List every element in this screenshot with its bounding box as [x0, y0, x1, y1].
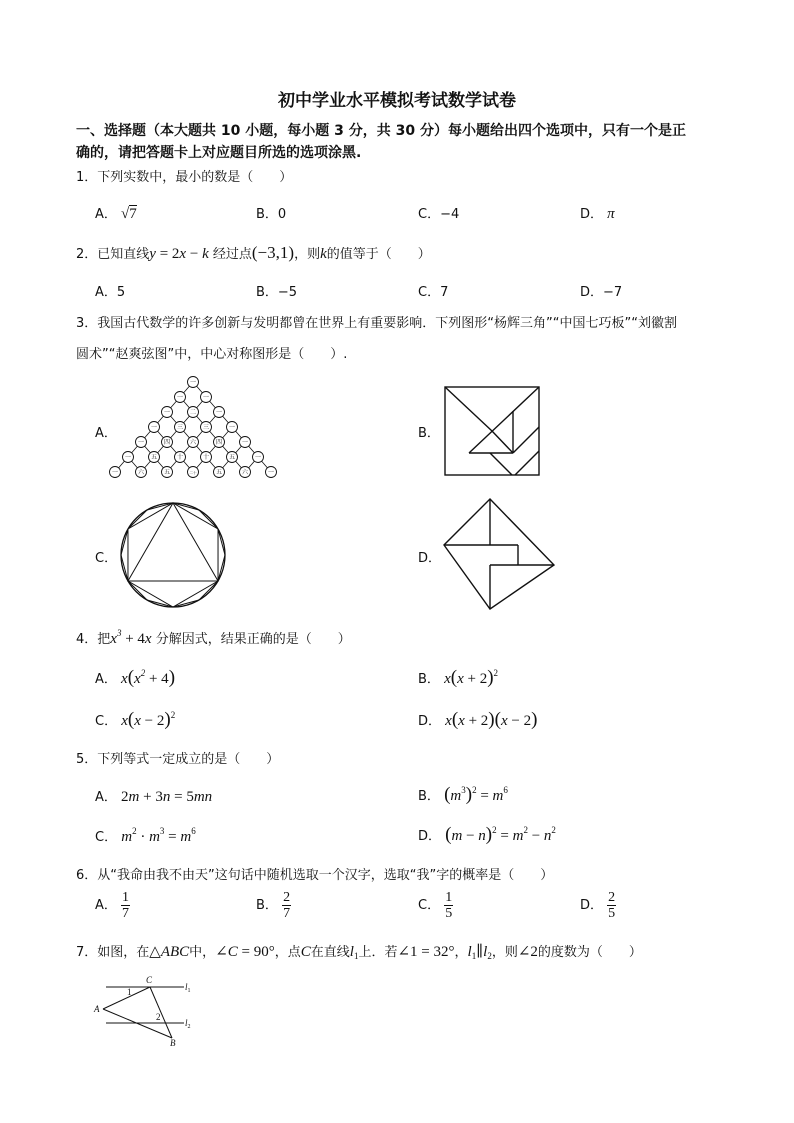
- q7-label-l2: [185, 1018, 191, 1030]
- q7-label-a: A: [94, 1004, 100, 1014]
- yanghui-triangle-figure: [111, 374, 275, 484]
- q7-p3: ，点: [274, 945, 301, 960]
- question-1-text: 1．下列实数中，最小的数是（ ）: [76, 170, 293, 185]
- yanghui-node-label: 五: [163, 469, 171, 477]
- q5-option-a: [95, 786, 212, 806]
- yanghui-node-label: 一: [254, 454, 262, 462]
- q2-eq-k: k: [202, 246, 209, 262]
- q7-angle-1: ∠1 = 32°: [397, 944, 455, 960]
- yanghui-node-label: 一: [189, 379, 197, 387]
- q5-option-c-label: C．: [95, 830, 118, 845]
- q1-option-a: [95, 203, 137, 223]
- q6-d-num: 2: [608, 890, 616, 905]
- q7-p4: 在直线: [310, 945, 350, 960]
- q2-option-c: C．7: [418, 285, 449, 300]
- q1-option-d-label: D．: [580, 207, 604, 222]
- q2-end: 的值等于（ ）: [326, 247, 431, 262]
- tangram-diag-1: [445, 387, 492, 431]
- q6-option-b: [256, 890, 291, 921]
- q2-point: (−3,1): [251, 243, 295, 262]
- q5-option-b: [418, 784, 508, 806]
- q6-option-c: [418, 890, 453, 921]
- yanghui-node-label: 一: [111, 469, 119, 477]
- question-4-text: [76, 628, 351, 648]
- q6-option-b-label: B．: [256, 898, 278, 913]
- tangram-edge-1: [492, 431, 513, 453]
- yanghui-node-label: 一: [241, 439, 249, 447]
- q6-option-d-label: D．: [580, 898, 604, 913]
- q2-eq-x: x: [179, 246, 187, 262]
- q1-option-b: B．0: [256, 207, 287, 222]
- q6-a-num: 1: [122, 890, 130, 905]
- q4-option-d: [418, 709, 537, 731]
- q7-abc: ABC: [160, 944, 190, 960]
- q4-end: 分解因式，结果正确的是（ ）: [155, 632, 351, 647]
- question-5-text: 5．下列等式一定成立的是（ ）: [76, 752, 280, 767]
- yanghui-node-label: 十: [176, 454, 184, 462]
- q4-expr: $x^3$: [110, 628, 122, 647]
- q1-sqrt7: √7: [121, 206, 137, 222]
- yanghui-node-label: 一: [176, 394, 184, 402]
- yanghui-node-label: 五: [150, 454, 158, 462]
- q5-option-d-expr: $(m - n)^2 = m^2 - n^2$: [445, 824, 556, 845]
- q2-eq-rest: = 2: [155, 246, 180, 262]
- q2-option-d: D．−7: [580, 285, 623, 300]
- q4-option-a: [95, 667, 175, 689]
- q6-b-num: 2: [283, 890, 291, 905]
- section-header-line1: 一、选择题（本大题共 10 小题，每小题 3 分，共 30 分）每小题给出四个选项中，只有一个是正: [76, 123, 686, 139]
- q7-parallel: $l_1\parallel l_2$: [467, 944, 492, 961]
- q4-option-b-label: B．: [418, 672, 440, 687]
- q1-option-c: C．−4: [418, 207, 460, 222]
- q6-option-a-fraction: [121, 890, 130, 921]
- yanghui-node-label: 一: [215, 409, 223, 417]
- q2-line-eq: y: [149, 246, 156, 262]
- yanghui-node-label: 一: [137, 439, 145, 447]
- yanghui-node-label: 三: [202, 424, 210, 432]
- question-3-line2: 圆术”“赵爽弦图”中，中心对称图形是（ ）.: [76, 347, 348, 362]
- q5-option-b-expr: $(m^3)^2 = m^6$: [444, 784, 508, 805]
- q4-option-c-expr: $x(x - 2)^2$: [121, 709, 176, 730]
- q7-end: 的度数为（ ）: [537, 945, 642, 960]
- q7-label-c: C: [146, 975, 153, 985]
- question-7-text: [76, 941, 642, 961]
- q4-option-d-expr: x(x + 2)(x − 2): [445, 709, 538, 730]
- q7-triangle: △: [149, 944, 161, 960]
- q5-option-a-label: A．: [95, 790, 117, 805]
- q6-option-d-fraction: [607, 890, 616, 921]
- q7-label-l2-text: l: [185, 1018, 188, 1028]
- tangram-edge-3: [513, 427, 539, 453]
- q4-option-c-label: C．: [95, 714, 118, 729]
- q7-label-l1-sub: 1: [187, 988, 191, 994]
- q4-option-a-label: A．: [95, 672, 117, 687]
- q6-option-a-label: A．: [95, 898, 117, 913]
- zhao-outer-square: [444, 499, 554, 609]
- q5-option-a-expr: 2m + 3n = 5mn: [121, 789, 213, 805]
- q7-label-l1-text: l: [185, 982, 188, 992]
- q6-option-a: [95, 890, 130, 921]
- q6-a-den: 7: [122, 906, 130, 921]
- yanghui-node-label: 一: [163, 409, 171, 417]
- q4-option-b: [418, 667, 498, 689]
- q7-p6: ，: [454, 945, 468, 960]
- q6-option-c-label: C．: [418, 898, 441, 913]
- q5-option-d: [418, 824, 556, 846]
- q7-point-c: C: [300, 944, 311, 960]
- q7-label-l2-sub: 2: [187, 1024, 191, 1030]
- yanghui-node-label: 五: [215, 469, 223, 477]
- liuhui-hexagon: [128, 503, 218, 607]
- q2-option-b: B．−5: [256, 285, 298, 300]
- liuhui-triangle: [128, 503, 218, 581]
- q2-prefix: 2．已知直线: [76, 247, 150, 262]
- section-header-line2: 确的，请把答题卡上对应题目所选的选项涂黑.: [76, 145, 362, 161]
- q6-option-c-fraction: [444, 890, 453, 921]
- q4-option-d-label: D．: [418, 714, 442, 729]
- yanghui-node-label: 一: [202, 394, 210, 402]
- q6-c-num: 1: [445, 890, 453, 905]
- q5-option-d-label: D．: [418, 829, 442, 844]
- q6-c-den: 5: [445, 906, 453, 921]
- tangram-edge-5: [490, 453, 512, 475]
- q5-option-b-label: B．: [418, 789, 440, 804]
- q2-mid: 经过点: [212, 247, 252, 262]
- q7-angle-2: ∠2: [517, 944, 538, 960]
- q2-option-a: A．5: [95, 285, 126, 300]
- q7-angle-c: ∠C = 90°: [215, 944, 275, 960]
- q6-b-den: 7: [283, 906, 291, 921]
- yanghui-node-label: 一: [267, 469, 275, 477]
- q7-label-l1: [185, 982, 191, 994]
- yanghui-node-label: 一: [124, 454, 132, 462]
- yanghui-node-label: 六: [137, 469, 145, 477]
- q2-eq-minus: −: [186, 246, 203, 262]
- q3-option-b-label: B．: [418, 426, 440, 441]
- question-3-line1: 3．我国古代数学的许多创新与发明都曾在世界上有重要影响．下列图形“杨辉三角”“中国七巧板”“刘徽割: [76, 316, 677, 331]
- q7-label-b: B: [170, 1038, 176, 1048]
- q5-option-c: [95, 826, 196, 846]
- yanghui-node-label: 四: [163, 439, 171, 447]
- tangram-figure: [443, 385, 543, 485]
- yanghui-node-label: 三: [176, 424, 184, 432]
- tangram-edge-6: [515, 451, 539, 475]
- yanghui-node-label: 五: [228, 454, 236, 462]
- q2-k: k: [320, 246, 327, 262]
- q3-option-d-label: D．: [418, 551, 442, 566]
- q3-option-a-label: A．: [95, 426, 117, 441]
- q4-option-b-expr: $x(x + 2)^2$: [444, 667, 499, 688]
- yanghui-node-label: 六: [241, 469, 249, 477]
- q3-option-c-label: C．: [95, 551, 118, 566]
- q7-p7: ，则: [491, 945, 518, 960]
- liuhui-circle-figure: [118, 500, 228, 610]
- liuhui-circle: [121, 503, 225, 607]
- q7-prefix: 7．如图，在: [76, 945, 150, 960]
- q4-prefix: 4．把: [76, 632, 111, 647]
- q1-option-a-label: A．: [95, 207, 117, 222]
- yanghui-node-label: 一: [228, 424, 236, 432]
- q6-option-d: [580, 890, 616, 921]
- zhaoshuang-figure: [442, 497, 557, 612]
- q4-expr-plus: + 4: [121, 631, 145, 647]
- q7-parallel-lines-figure: [92, 972, 202, 1047]
- q7-p2: 中，: [189, 945, 216, 960]
- q6-option-b-fraction: [282, 890, 291, 921]
- q4-option-a-expr: $x(x^2 + 4)$: [121, 667, 176, 688]
- yanghui-node-label: 二十: [189, 471, 197, 476]
- question-6-text: 6．从“我命由我不由天”这句话中随机选取一个汉字，选取“我”字的概率是（ ）: [76, 868, 554, 883]
- q2-mid2: ，则: [294, 247, 321, 262]
- q7-p5: 上．若: [358, 945, 398, 960]
- yanghui-node-label: 四: [215, 439, 223, 447]
- q6-d-den: 5: [608, 906, 616, 921]
- q5-option-c-expr: $m^2 \cdot m^3 = m^6$: [121, 826, 196, 845]
- yanghui-node-label: 六: [189, 439, 197, 447]
- q7-label-angle-1: 1: [127, 987, 132, 997]
- question-2-text: [76, 243, 431, 263]
- q1-pi: π: [607, 206, 615, 222]
- q4-expr-x: x: [144, 631, 152, 647]
- yanghui-node-label: 二: [189, 409, 197, 417]
- yanghui-node-label: 十: [202, 454, 210, 462]
- yanghui-node-label: 一: [150, 424, 158, 432]
- q4-option-c: [95, 709, 175, 731]
- q1-option-d: [580, 203, 615, 223]
- q7-label-angle-2: 2: [156, 1012, 161, 1022]
- q7-l1: $l_1$: [349, 944, 359, 961]
- page-title: 初中学业水平模拟考试数学试卷: [278, 91, 516, 111]
